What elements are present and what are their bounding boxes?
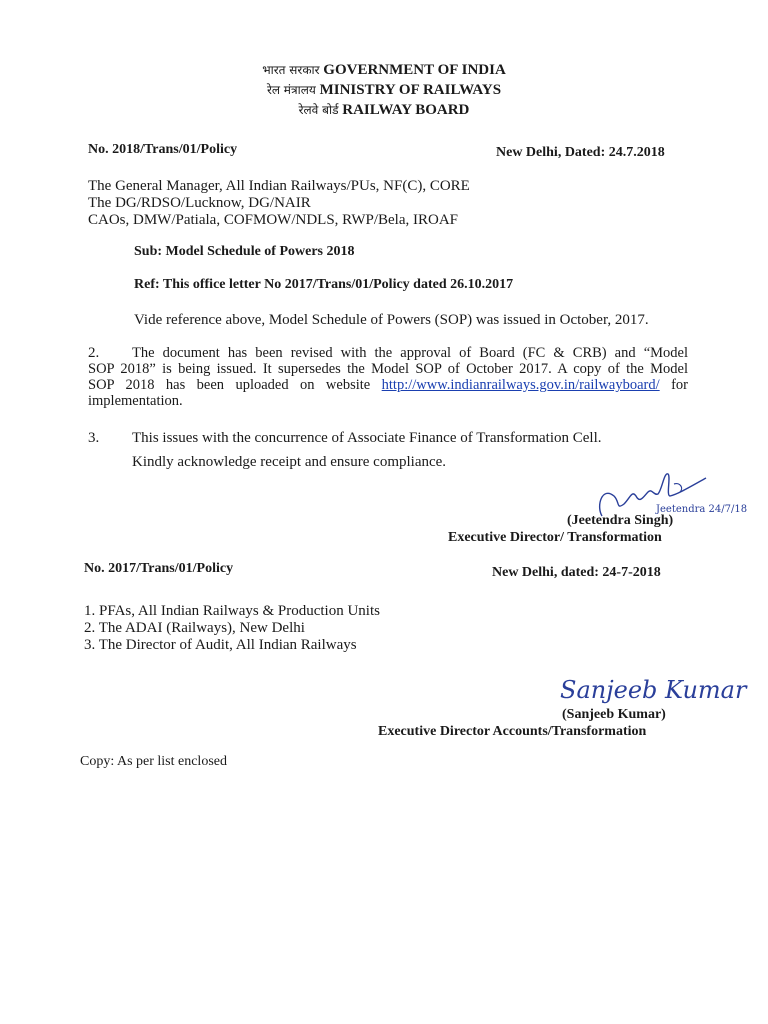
- recipient-line: 1. PFAs, All Indian Railways & Production Units: [84, 603, 380, 619]
- copy-signatory-name: (Sanjeeb Kumar): [562, 707, 666, 722]
- recipient-line: 3. The Director of Audit, All Indian Railways: [84, 637, 357, 653]
- signature-date-scribble: Jeetendra 24/7/18: [656, 504, 748, 515]
- addressee-line: The DG/RDSO/Lucknow, DG/NAIR: [88, 195, 311, 211]
- paragraph-2-number: 2.: [88, 345, 100, 361]
- paragraph-3-number: 3.: [88, 430, 100, 446]
- letterhead: [0, 60, 768, 120]
- paragraph-3: This issues with the concurrence of Associate Finance of Transformation Cell.: [132, 430, 602, 446]
- addressee-list: [88, 178, 470, 229]
- paragraph-2-line-4: implementation.: [88, 393, 183, 409]
- recipient-line: 2. The ADAI (Railways), New Delhi: [84, 620, 305, 636]
- hindi-text: भारत सरकार: [262, 63, 320, 77]
- letter-ref-number: No. 2018/Trans/01/Policy: [88, 142, 238, 157]
- recipient-list: [84, 603, 380, 654]
- letter-date: New Delhi, Dated: 24.7.2018: [496, 145, 665, 160]
- copy-ref-number: No. 2017/Trans/01/Policy: [84, 561, 234, 576]
- text-span: for: [671, 377, 688, 393]
- closing-line: Kindly acknowledge receipt and ensure compliance.: [132, 454, 447, 470]
- paragraph-2-line-3: [88, 377, 688, 393]
- letterhead-line-3: [0, 100, 768, 120]
- subject-line: Sub: Model Schedule of Powers 2018: [134, 244, 355, 259]
- reference-line: Ref: This office letter No 2017/Trans/01/Policy dated 26.10.2017: [134, 277, 514, 292]
- paragraph-2-line-2: SOP 2018” is being issued. It supersedes the Model SOP of October 2017. A copy of the Model: [88, 361, 688, 377]
- letterhead-line-1: [0, 60, 768, 80]
- copy-date: New Delhi, dated: 24-7-2018: [492, 565, 661, 580]
- signature-sanjeeb: Sanjeeb Kumar: [560, 676, 747, 704]
- paragraph-2: [88, 345, 688, 409]
- paragraph-2-line-1: The document has been revised with the approval of Board (FC & CRB) and “Model: [132, 345, 688, 361]
- text-span: SOP 2018 has been uploaded on website: [88, 377, 371, 393]
- website-link[interactable]: http://www.indianrailways.gov.in/railwayboard/: [381, 377, 660, 393]
- letterhead-line-2: [0, 80, 768, 100]
- english-text: MINISTRY OF RAILWAYS: [319, 82, 502, 98]
- addressee-line: The General Manager, All Indian Railways/PUs, NF(C), CORE: [88, 178, 470, 194]
- signatory-name: (Jeetendra Singh): [567, 513, 674, 528]
- hindi-text: रेल मंत्रालय: [266, 83, 316, 97]
- copy-signatory-title: Executive Director Accounts/Transformation: [378, 724, 647, 739]
- paragraph-1: Vide reference above, Model Schedule of Powers (SOP) was issued in October, 2017.: [134, 312, 649, 328]
- signatory-title: Executive Director/ Transformation: [448, 530, 662, 545]
- english-text: GOVERNMENT OF INDIA: [323, 62, 506, 78]
- copy-note: Copy: As per list enclosed: [80, 754, 227, 769]
- english-text: RAILWAY BOARD: [342, 102, 470, 118]
- hindi-text: रेलवे बोर्ड: [298, 103, 339, 117]
- addressee-line: CAOs, DMW/Patiala, COFMOW/NDLS, RWP/Bela, IROAF: [88, 212, 459, 228]
